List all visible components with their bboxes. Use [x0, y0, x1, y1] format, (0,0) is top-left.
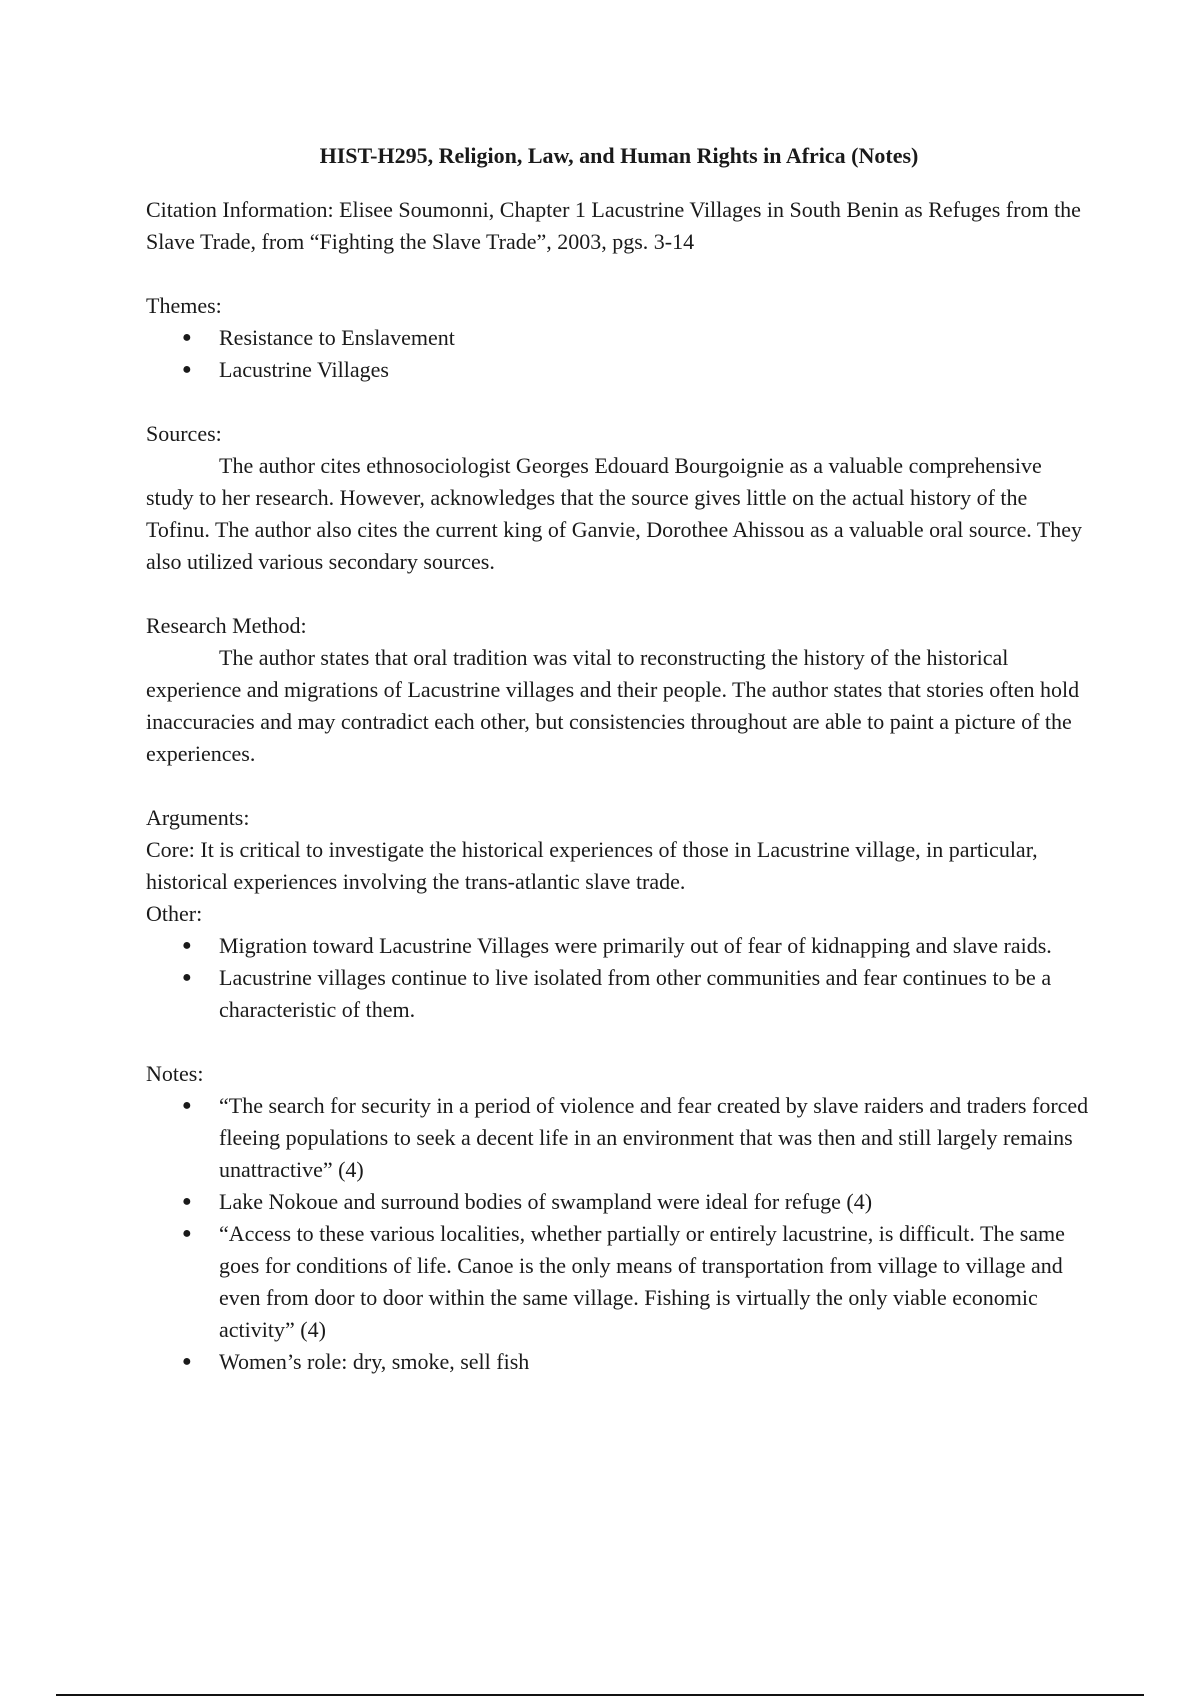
bullet-icon: ● [182, 937, 192, 954]
bullet-icon: ● [182, 1097, 192, 1114]
themes-list [146, 322, 1092, 386]
notes-section [146, 1058, 1092, 1378]
list-item [146, 962, 1092, 1026]
core-argument: Core: It is critical to investigate the historical experiences of those in Lacustrine village, in particular, historical experiences involving the trans-atlantic slave trade. [146, 837, 1038, 894]
list-item-text: Migration toward Lacustrine Villages were primarily out of fear of kidnapping and slave raids. [219, 933, 1052, 958]
list-item [146, 1346, 1092, 1378]
bullet-icon: ● [182, 329, 192, 346]
bullet-icon: ● [182, 361, 192, 378]
themes-heading: Themes: [146, 293, 222, 318]
citation-info: Citation Information: Elisee Soumonni, Chapter 1 Lacustrine Villages in South Benin as Refuges from the Slave Trade, from “Fighting the Slave Trade”, 2003, pgs. 3-14 [146, 197, 1081, 254]
list-item-text: Lake Nokoue and surround bodies of swampland were ideal for refuge (4) [219, 1189, 873, 1214]
sources-section [146, 418, 1092, 578]
list-item [146, 930, 1092, 962]
bullet-icon: ● [182, 1193, 192, 1210]
document-page [146, 140, 1092, 1378]
list-item [146, 322, 1092, 354]
notes-heading: Notes: [146, 1061, 204, 1086]
notes-list [146, 1090, 1092, 1378]
list-item-text: “Access to these various localities, whether partially or entirely lacustrine, is difficult. The same goes for conditions of life. Canoe is the only means of transportation from village to village and even from door to door within the same village. Fishing is virtually the only viable economic activity” (4) [219, 1221, 1065, 1342]
list-item [146, 1186, 1092, 1218]
research-method-heading: Research Method: [146, 613, 307, 638]
research-method-section [146, 610, 1092, 770]
sources-heading: Sources: [146, 421, 222, 446]
other-arguments-list [146, 930, 1092, 1026]
research-method-text: The author states that oral tradition was vital to reconstructing the history of the historical experience and migrations of Lacustrine villages and their people. The author states that stories often hold inaccuracies and may contradict each other, but consistencies throughout are able to paint a picture of the experiences. [146, 645, 1080, 766]
list-item [146, 354, 1092, 386]
page-bottom-rule [56, 1694, 1144, 1696]
document-title: HIST-H295, Religion, Law, and Human Rights in Africa (Notes) [319, 143, 919, 168]
arguments-section [146, 802, 1092, 1026]
other-arguments-label: Other: [146, 901, 203, 926]
list-item [146, 1090, 1092, 1186]
list-item [146, 1218, 1092, 1346]
arguments-heading: Arguments: [146, 805, 250, 830]
list-item-text: Women’s role: dry, smoke, sell fish [219, 1349, 530, 1374]
sources-text: The author cites ethnosociologist Georges Edouard Bourgoignie as a valuable comprehensive study to her research. However, acknowledges that the source gives little on the actual history of the Tofinu. The author also cites the current king of Ganvie, Dorothee Ahissou as a valuable oral source. They also utilized various secondary sources. [146, 453, 1083, 574]
list-item-text: “The search for security in a period of violence and fear created by slave raiders and traders forced fleeing populations to seek a decent life in an environment that was then and still largely remains unattractive” (4) [219, 1093, 1089, 1182]
list-item-text: Lacustrine Villages [219, 357, 389, 382]
themes-section [146, 290, 1092, 386]
list-item-text: Lacustrine villages continue to live isolated from other communities and fear continues to be a characteristic of them. [219, 965, 1052, 1022]
bullet-icon: ● [182, 969, 192, 986]
list-item-text: Resistance to Enslavement [219, 325, 455, 350]
bullet-icon: ● [182, 1225, 192, 1242]
bullet-icon: ● [182, 1353, 192, 1370]
